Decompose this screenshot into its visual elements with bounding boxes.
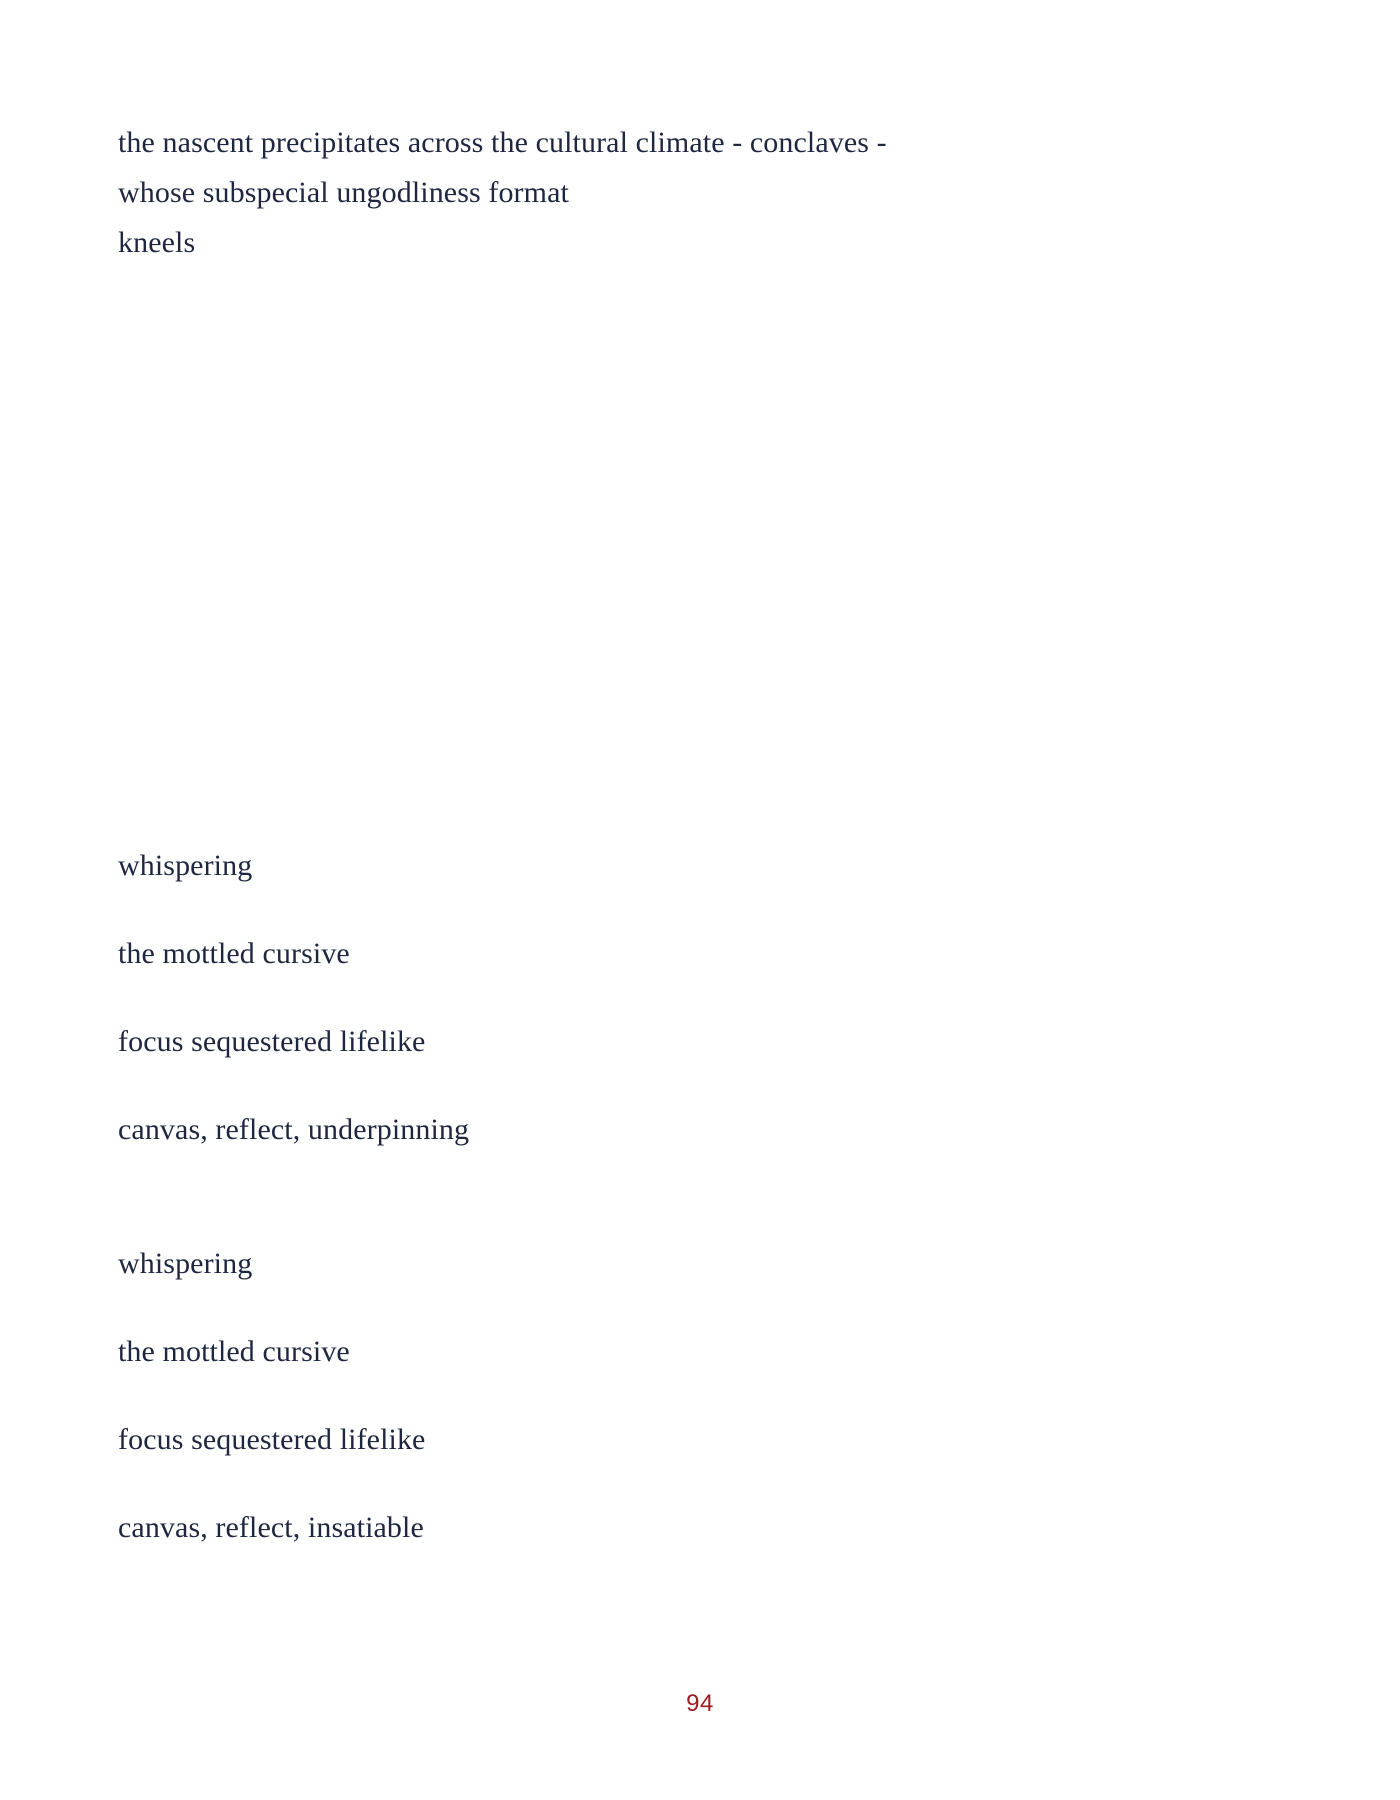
poem-line: focus sequestered lifelike bbox=[118, 1423, 426, 1456]
poem-line: focus sequestered lifelike bbox=[118, 1025, 426, 1058]
poem-line: the mottled cursive bbox=[118, 937, 350, 970]
poem-line: canvas, reflect, insatiable bbox=[118, 1511, 424, 1544]
poem-line: kneels bbox=[118, 226, 196, 259]
stanza-refrain-first bbox=[118, 822, 1238, 1174]
poem-line: the mottled cursive bbox=[118, 1335, 350, 1368]
poem-line: whose subspecial ungodliness format bbox=[118, 176, 569, 209]
stanza-opening bbox=[118, 118, 1238, 268]
poem-line: whispering bbox=[118, 849, 253, 882]
poem-line: the nascent precipitates across the cultural climate - conclaves - bbox=[118, 126, 887, 159]
page-number: 94 bbox=[686, 1690, 714, 1717]
poem-line: whispering bbox=[118, 1247, 253, 1280]
stanza-refrain-second bbox=[118, 1220, 1238, 1572]
poem-line: canvas, reflect, underpinning bbox=[118, 1113, 470, 1146]
